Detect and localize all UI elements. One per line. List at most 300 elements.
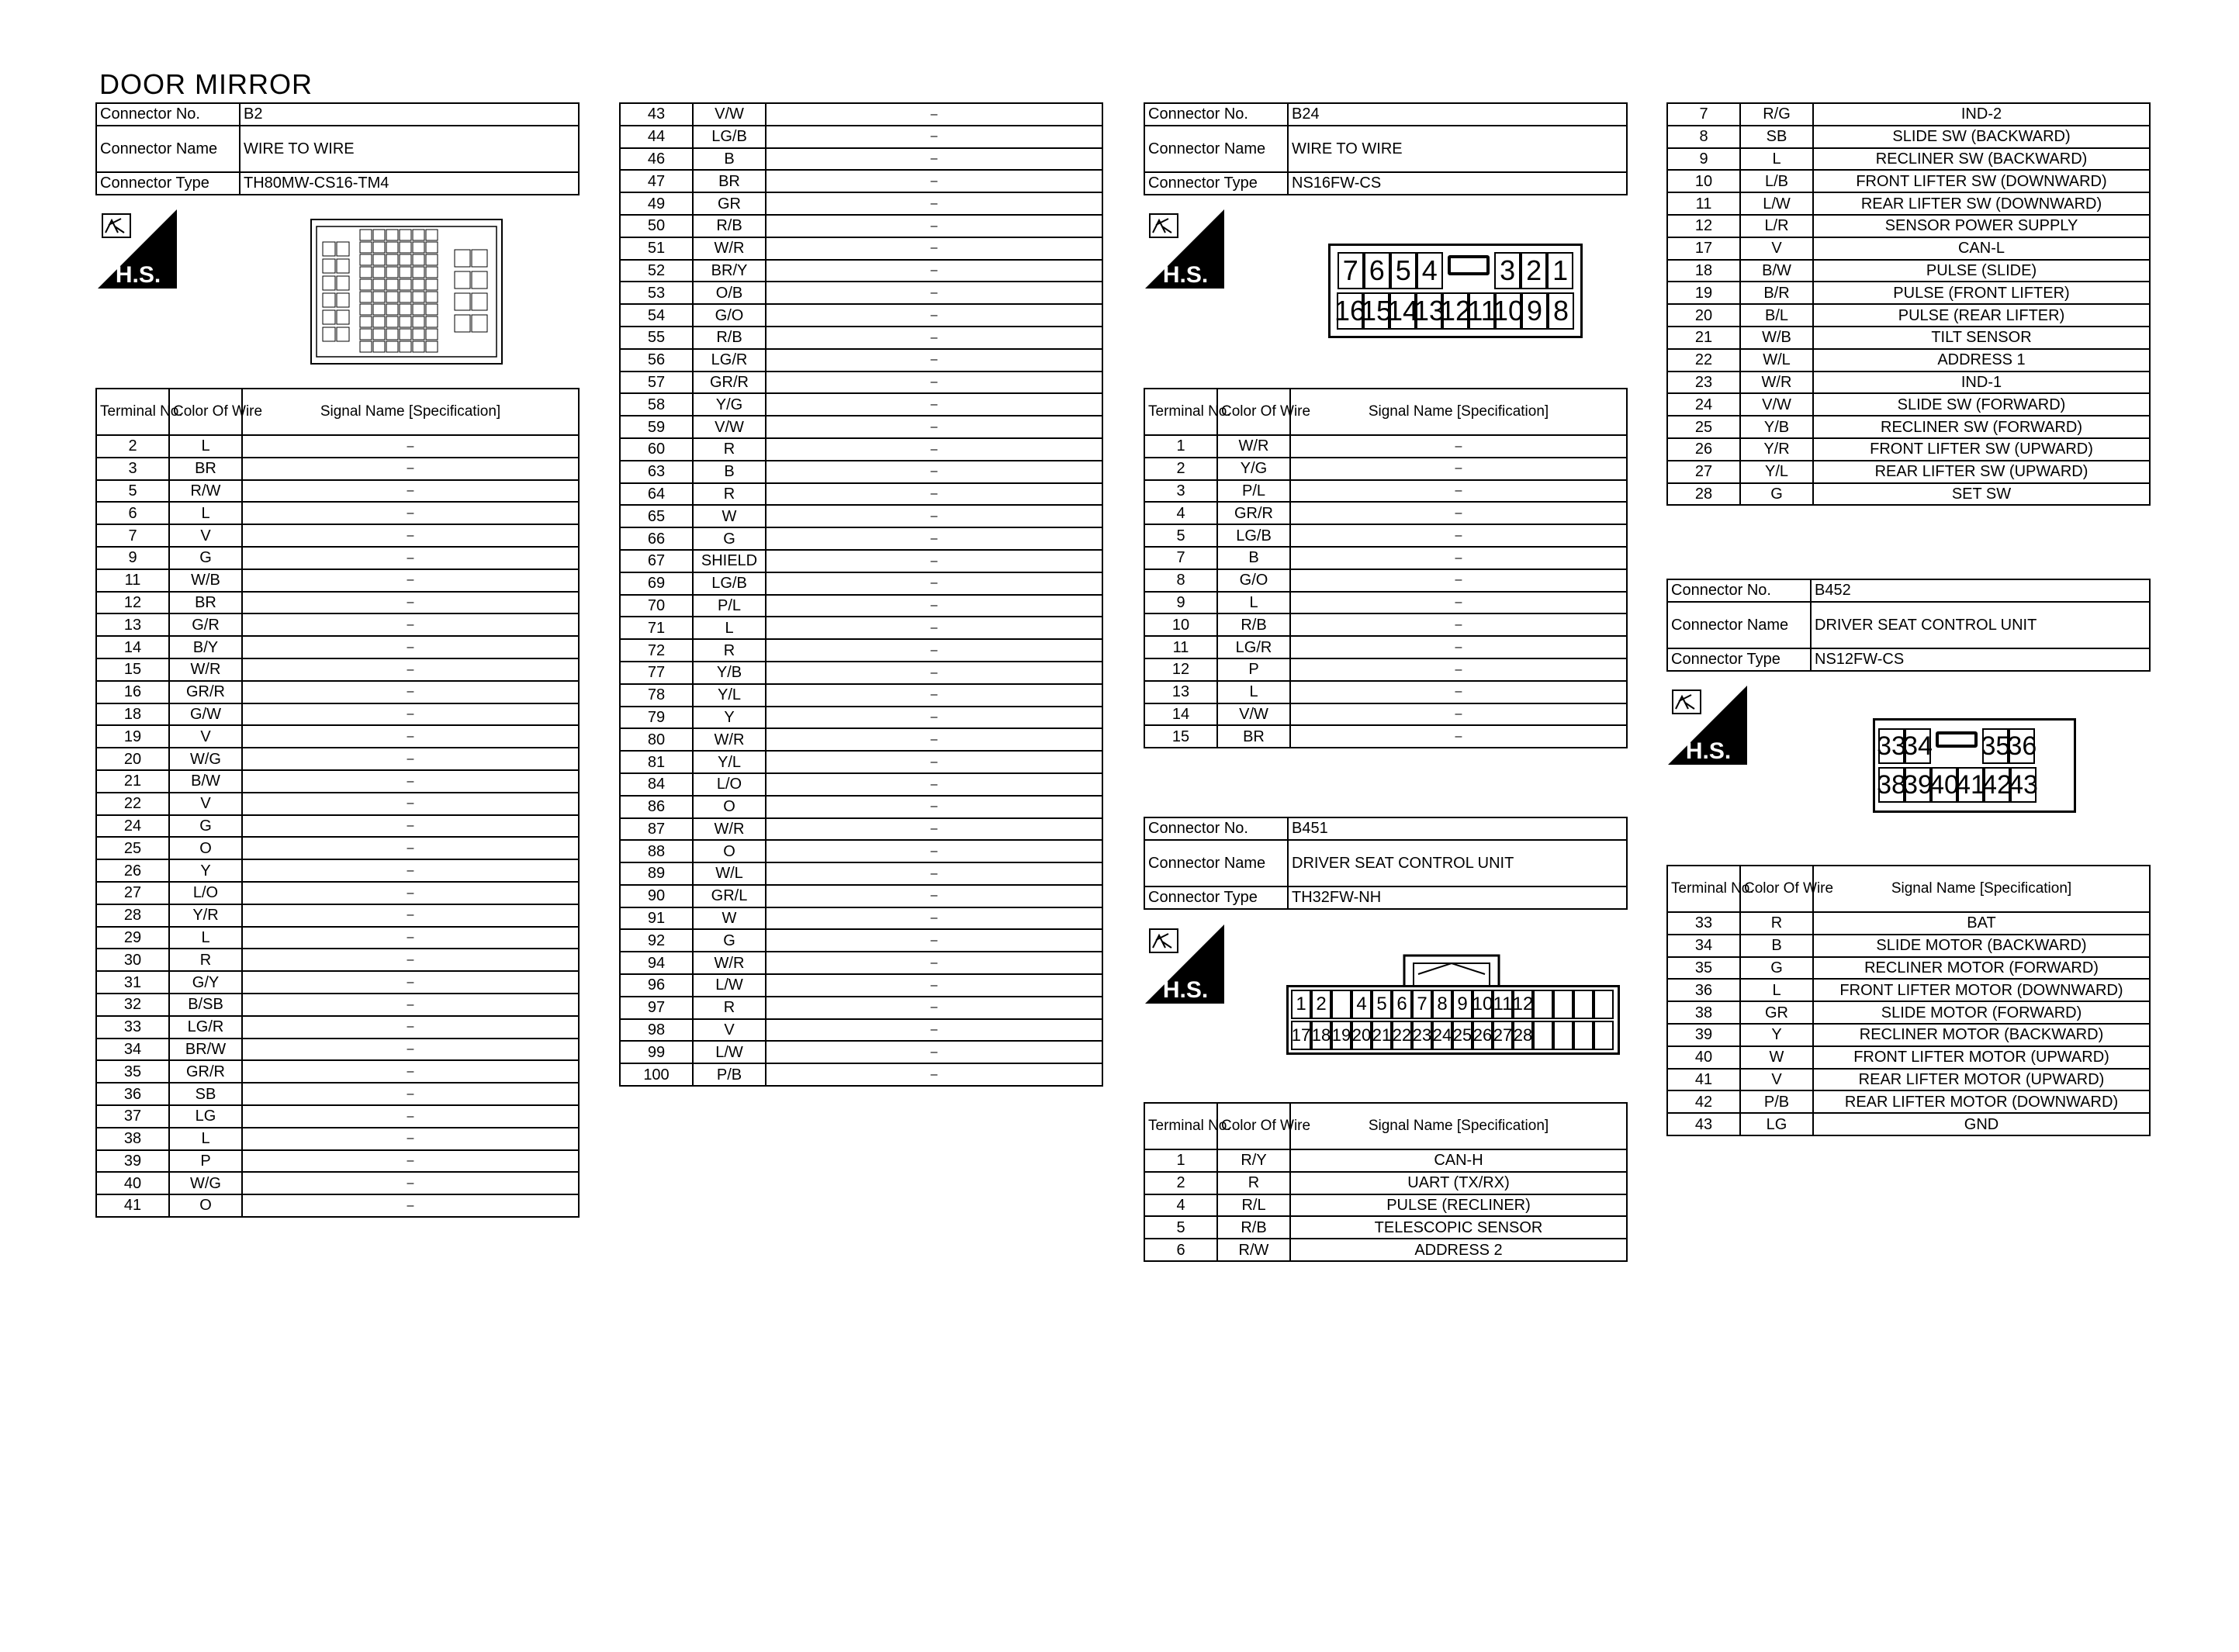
signal-cell: RECLINER MOTOR (BACKWARD) <box>1813 1024 2150 1046</box>
cavity <box>426 254 438 265</box>
connector-no-label: Connector No. <box>1144 103 1288 126</box>
color-cell: Y/L <box>1740 461 1813 483</box>
table-row <box>1667 237 2150 260</box>
signal-cell: FRONT LIFTER SW (UPWARD) <box>1813 438 2150 461</box>
b452-connector-no: B452 <box>1811 579 2150 602</box>
terminal-cell: 19 <box>96 725 169 748</box>
b451-connector-face <box>1286 985 1620 1055</box>
cavity <box>373 279 385 290</box>
terminal-cell: 5 <box>1144 1216 1217 1239</box>
cavity <box>400 304 411 315</box>
signal-cell: – <box>1290 502 1627 524</box>
hs-symbol-b452 <box>1668 686 1747 765</box>
b451-connector-no: B451 <box>1288 817 1627 840</box>
terminal-cell: 43 <box>620 103 693 126</box>
connector-type-label: Connector Type <box>1667 648 1811 671</box>
cavity <box>400 329 411 340</box>
terminal-cell: 13 <box>96 613 169 636</box>
pin: 4 <box>1417 252 1443 289</box>
color-cell: O <box>169 1194 242 1217</box>
table-row <box>620 885 1102 907</box>
signal-cell: – <box>766 327 1102 349</box>
pin: 17 <box>1291 1021 1311 1050</box>
terminal-cell: 6 <box>96 502 169 524</box>
color-cell: O <box>169 837 242 859</box>
color-cell: P/B <box>693 1063 766 1086</box>
cavity <box>413 316 424 327</box>
terminal-cell: 77 <box>620 662 693 684</box>
table-row <box>96 1039 579 1061</box>
cavity <box>386 267 398 278</box>
terminal-cell: 36 <box>1667 979 1740 1001</box>
table-row <box>1667 215 2150 237</box>
signal-cell: – <box>242 882 579 904</box>
b451-pin-row-top <box>1291 990 1615 1019</box>
signal-cell: – <box>766 639 1102 662</box>
signal-cell: – <box>766 840 1102 862</box>
terminal-cell: 81 <box>620 751 693 773</box>
table-row <box>620 840 1102 862</box>
table-row <box>620 974 1102 997</box>
pin-empty <box>1533 1021 1553 1050</box>
table-row <box>96 859 579 882</box>
table-row <box>1667 393 2150 416</box>
signal-cell: – <box>766 907 1102 930</box>
color-of-wire-header: Color Of Wire <box>1740 866 1813 912</box>
signal-cell: – <box>242 1060 579 1083</box>
cavity <box>386 242 398 253</box>
pin: 23 <box>1412 1021 1432 1050</box>
table-row <box>96 1083 579 1105</box>
signal-cell: – <box>242 502 579 524</box>
terminal-cell: 17 <box>1667 237 1740 260</box>
color-cell: L/B <box>1740 170 1813 192</box>
signal-cell: – <box>766 728 1102 751</box>
pin: 33 <box>1878 728 1905 764</box>
table-row <box>1667 957 2150 980</box>
terminal-cell: 15 <box>1144 725 1217 748</box>
color-cell: V/W <box>1217 703 1290 726</box>
signal-cell: CAN-L <box>1813 237 2150 260</box>
pin-empty <box>1573 990 1594 1019</box>
color-cell: BR <box>169 592 242 614</box>
signal-cell: CAN-H <box>1290 1149 1627 1172</box>
signal-cell: – <box>766 929 1102 952</box>
color-cell: L <box>1740 148 1813 171</box>
pin: 38 <box>1878 767 1905 803</box>
terminal-cell: 26 <box>96 859 169 882</box>
color-cell: B <box>1217 547 1290 569</box>
table-row <box>620 595 1102 617</box>
table-row <box>1667 1069 2150 1091</box>
b24-connector-face <box>1328 244 1583 338</box>
table-row <box>96 480 579 503</box>
table-row <box>1667 483 2150 506</box>
terminal-cell: 64 <box>620 483 693 506</box>
color-cell: LG/R <box>1217 636 1290 658</box>
b452-connector-type: NS12FW-CS <box>1811 648 2150 671</box>
signal-cell: – <box>766 126 1102 148</box>
color-cell: GR/R <box>1217 502 1290 524</box>
signal-cell: – <box>766 1063 1102 1086</box>
signal-cell: – <box>242 859 579 882</box>
terminal-cell: 38 <box>1667 1001 1740 1024</box>
terminal-cell: 57 <box>620 372 693 394</box>
pin: 1 <box>1291 990 1311 1019</box>
cavity <box>472 293 487 310</box>
b2-connector-face <box>310 219 503 365</box>
terminal-cell: 24 <box>96 815 169 838</box>
terminal-cell: 24 <box>1667 393 1740 416</box>
signal-cell: – <box>766 304 1102 327</box>
table-row <box>96 524 579 547</box>
cavity <box>360 230 372 240</box>
cavity <box>413 267 424 278</box>
terminal-cell: 67 <box>620 550 693 572</box>
pin-empty <box>1553 1021 1573 1050</box>
b2-connector-name: WIRE TO WIRE <box>240 126 579 172</box>
color-cell: B <box>693 148 766 171</box>
color-cell: L <box>1217 592 1290 614</box>
table-row <box>96 793 579 815</box>
signal-cell: – <box>242 725 579 748</box>
terminal-cell: 34 <box>96 1039 169 1061</box>
signal-cell: – <box>766 505 1102 527</box>
signal-cell: RECLINER SW (FORWARD) <box>1813 416 2150 438</box>
color-of-wire-header: Color Of Wire <box>169 389 242 435</box>
terminal-cell: 98 <box>620 1019 693 1042</box>
terminal-cell: 43 <box>1667 1113 1740 1135</box>
table-row <box>96 435 579 458</box>
connector-no-label: Connector No. <box>1144 817 1288 840</box>
table-row <box>96 1016 579 1039</box>
table-row <box>1667 1024 2150 1046</box>
signal-cell: – <box>766 885 1102 907</box>
table-row <box>620 416 1102 438</box>
color-cell: BR/Y <box>693 260 766 282</box>
table-row <box>620 617 1102 639</box>
terminal-no-header: Terminal No. <box>1144 1103 1217 1149</box>
terminal-cell: 60 <box>620 438 693 461</box>
terminal-cell: 21 <box>1667 327 1740 349</box>
cavity <box>337 293 349 307</box>
color-cell: W/G <box>169 748 242 770</box>
pin: 12 <box>1513 990 1533 1019</box>
signal-cell: – <box>242 458 579 480</box>
table-row <box>1667 260 2150 282</box>
cavity <box>472 271 487 289</box>
terminal-no-header: Terminal No. <box>1667 866 1740 912</box>
signal-cell: TELESCOPIC SENSOR <box>1290 1216 1627 1239</box>
terminal-cell: 25 <box>96 837 169 859</box>
color-cell: R/G <box>1740 103 1813 126</box>
color-cell: L/W <box>693 974 766 997</box>
b24-terminal-block <box>1144 388 1628 748</box>
terminal-cell: 70 <box>620 595 693 617</box>
signal-cell: – <box>766 438 1102 461</box>
color-cell: Y/R <box>1740 438 1813 461</box>
table-row <box>620 751 1102 773</box>
b24-terminal-table <box>1144 388 1628 748</box>
color-cell: Y/B <box>693 662 766 684</box>
signal-cell: – <box>766 483 1102 506</box>
table-row <box>620 550 1102 572</box>
color-cell: B/SB <box>169 994 242 1016</box>
terminal-cell: 63 <box>620 461 693 483</box>
color-cell: L/W <box>1740 192 1813 215</box>
cavity <box>413 242 424 253</box>
b24-pin-row-bottom <box>1334 292 1577 330</box>
table-row <box>620 505 1102 527</box>
signal-cell: – <box>1290 524 1627 547</box>
cavity <box>360 254 372 265</box>
signal-cell: – <box>242 1039 579 1061</box>
terminal-cell: 94 <box>620 952 693 974</box>
color-cell: V/W <box>1740 393 1813 416</box>
signal-cell: UART (TX/RX) <box>1290 1172 1627 1194</box>
terminal-cell: 2 <box>1144 1172 1217 1194</box>
signal-cell: GND <box>1813 1113 2150 1135</box>
pin: 40 <box>1931 767 1957 803</box>
signal-name-header: Signal Name [Specification] <box>1813 866 2150 912</box>
cavity <box>386 230 398 240</box>
pin: 10 <box>1472 990 1493 1019</box>
table-row <box>620 1063 1102 1086</box>
table-row <box>620 1019 1102 1042</box>
pin: 36 <box>2009 728 2035 764</box>
table-row <box>620 1041 1102 1063</box>
svg-text:H.S.: H.S. <box>1162 977 1209 1003</box>
b2-info-table <box>95 102 580 195</box>
color-cell: LG/R <box>169 1016 242 1039</box>
b451-connector-name: DRIVER SEAT CONTROL UNIT <box>1288 840 1627 886</box>
terminal-cell: 88 <box>620 840 693 862</box>
signal-cell: – <box>242 703 579 726</box>
color-cell: P/L <box>1217 480 1290 503</box>
table-row <box>96 681 579 703</box>
table-row <box>1144 1194 1627 1217</box>
cavity <box>323 310 335 324</box>
terminal-cell: 54 <box>620 304 693 327</box>
color-cell: R/Y <box>1217 1149 1290 1172</box>
b24-connector-type: NS16FW-CS <box>1288 172 1627 195</box>
terminal-cell: 78 <box>620 684 693 707</box>
terminal-cell: 1 <box>1144 1149 1217 1172</box>
signal-cell: – <box>1290 480 1627 503</box>
signal-cell: – <box>242 613 579 636</box>
pin: 41 <box>1957 767 1984 803</box>
signal-cell: – <box>766 1019 1102 1042</box>
terminal-cell: 23 <box>1667 372 1740 394</box>
b452-pin-row-bottom <box>1878 767 2071 803</box>
signal-cell: – <box>1290 703 1627 726</box>
table-row <box>620 192 1102 215</box>
color-cell: R <box>169 949 242 971</box>
cavity <box>323 259 335 273</box>
table-row <box>620 372 1102 394</box>
table-row <box>1667 1113 2150 1135</box>
pin-empty <box>1553 990 1573 1019</box>
table-row <box>96 1060 579 1083</box>
color-cell: R <box>1740 912 1813 935</box>
table-row <box>620 907 1102 930</box>
signal-cell: SLIDE SW (FORWARD) <box>1813 393 2150 416</box>
cavity <box>426 230 438 240</box>
pin: 7 <box>1338 252 1364 289</box>
table-row <box>1667 126 2150 148</box>
signal-cell: – <box>766 550 1102 572</box>
terminal-cell: 59 <box>620 416 693 438</box>
lock-slot-icon <box>1936 731 1978 748</box>
terminal-cell: 18 <box>96 703 169 726</box>
cavity <box>373 230 385 240</box>
terminal-cell: 15 <box>96 658 169 681</box>
color-cell: B/R <box>1740 282 1813 304</box>
terminal-cell: 42 <box>1667 1090 1740 1113</box>
connector-name-label: Connector Name <box>1144 126 1288 172</box>
table-row <box>1667 1046 2150 1069</box>
signal-cell: – <box>766 662 1102 684</box>
b451-terminal-block-continued <box>1666 102 2151 506</box>
cavity <box>360 292 372 302</box>
signal-cell: – <box>242 1150 579 1173</box>
signal-cell: – <box>1290 613 1627 636</box>
signal-cell: PULSE (RECLINER) <box>1290 1194 1627 1217</box>
color-cell: V/W <box>693 103 766 126</box>
table-row <box>1144 1172 1627 1194</box>
cavity <box>455 271 470 289</box>
signal-cell: – <box>242 569 579 592</box>
table-row <box>1144 658 1627 681</box>
color-cell: B/Y <box>169 636 242 658</box>
terminal-cell: 29 <box>96 927 169 949</box>
table-row <box>96 837 579 859</box>
color-cell: L/O <box>169 882 242 904</box>
table-row <box>96 1128 579 1150</box>
cavity <box>413 304 424 315</box>
color-cell: G/O <box>1217 569 1290 592</box>
table-row <box>1667 461 2150 483</box>
signal-cell: – <box>242 994 579 1016</box>
color-cell: W/L <box>1740 349 1813 372</box>
pin: 13 <box>1416 292 1442 330</box>
signal-cell: RECLINER SW (BACKWARD) <box>1813 148 2150 171</box>
terminal-cell: 25 <box>1667 416 1740 438</box>
signal-cell: – <box>242 524 579 547</box>
signal-cell: – <box>766 751 1102 773</box>
signal-cell: – <box>242 770 579 793</box>
color-cell: R/B <box>1217 613 1290 636</box>
signal-cell: – <box>766 684 1102 707</box>
terminal-cell: 21 <box>96 770 169 793</box>
svg-text:H.S.: H.S. <box>1685 738 1732 764</box>
color-cell: L/O <box>693 773 766 796</box>
connector-name-label: Connector Name <box>1144 840 1288 886</box>
terminal-cell: 11 <box>1144 636 1217 658</box>
color-cell: GR/R <box>693 372 766 394</box>
terminal-cell: 28 <box>1667 483 1740 506</box>
signal-cell: REAR LIFTER MOTOR (UPWARD) <box>1813 1069 2150 1091</box>
table-row <box>620 929 1102 952</box>
b24-connector-name: WIRE TO WIRE <box>1288 126 1627 172</box>
color-cell: L <box>693 617 766 639</box>
signal-cell: – <box>766 260 1102 282</box>
color-cell: Y/B <box>1740 416 1813 438</box>
table-row <box>1667 103 2150 126</box>
pin: 28 <box>1513 1021 1533 1050</box>
pin: 1 <box>1547 252 1573 289</box>
terminal-cell: 51 <box>620 237 693 260</box>
color-cell: G/O <box>693 304 766 327</box>
cavity <box>400 254 411 265</box>
color-cell: P/L <box>693 595 766 617</box>
color-cell: GR <box>1740 1001 1813 1024</box>
signal-cell: – <box>1290 658 1627 681</box>
cavity <box>455 293 470 310</box>
color-cell: W <box>693 505 766 527</box>
table-row <box>96 613 579 636</box>
terminal-cell: 22 <box>96 793 169 815</box>
table-row <box>620 862 1102 885</box>
table-row <box>1144 703 1627 726</box>
pin: 42 <box>1984 767 2010 803</box>
table-row <box>1667 416 2150 438</box>
b451-terminal-table <box>1144 1102 1628 1262</box>
terminal-cell: 33 <box>96 1016 169 1039</box>
color-cell: P <box>169 1150 242 1173</box>
signal-cell: – <box>242 748 579 770</box>
cavity <box>337 242 349 256</box>
cavity <box>386 329 398 340</box>
signal-cell: – <box>766 617 1102 639</box>
color-cell: L <box>169 927 242 949</box>
terminal-cell: 72 <box>620 639 693 662</box>
color-cell: LG/B <box>693 126 766 148</box>
cavity <box>426 279 438 290</box>
table-row <box>1667 1090 2150 1113</box>
b452-terminal-table <box>1666 865 2151 1136</box>
cavity <box>386 292 398 302</box>
b452-info-block <box>1666 579 2151 672</box>
cavity <box>413 254 424 265</box>
terminal-cell: 87 <box>620 818 693 841</box>
terminal-cell: 40 <box>96 1172 169 1194</box>
table-row <box>620 215 1102 237</box>
signal-cell: – <box>1290 569 1627 592</box>
signal-cell: – <box>766 393 1102 416</box>
table-row <box>620 952 1102 974</box>
color-cell: L <box>1217 681 1290 703</box>
signal-cell: – <box>242 837 579 859</box>
pin: 16 <box>1337 292 1363 330</box>
table-row <box>96 1150 579 1173</box>
terminal-no-header: Terminal No. <box>96 389 169 435</box>
signal-cell: – <box>766 773 1102 796</box>
terminal-cell: 27 <box>96 882 169 904</box>
signal-cell: – <box>242 971 579 994</box>
color-cell: G <box>169 815 242 838</box>
color-cell: L <box>169 502 242 524</box>
b2-terminal-table-continued <box>619 102 1103 1087</box>
color-cell: SHIELD <box>693 550 766 572</box>
cavity <box>386 254 398 265</box>
signal-cell: SLIDE MOTOR (BACKWARD) <box>1813 935 2150 957</box>
signal-cell: – <box>766 192 1102 215</box>
b451-terminal-table-continued <box>1666 102 2151 506</box>
cavity <box>360 279 372 290</box>
signal-cell: SLIDE SW (BACKWARD) <box>1813 126 2150 148</box>
b452-terminal-block <box>1666 865 2151 1136</box>
